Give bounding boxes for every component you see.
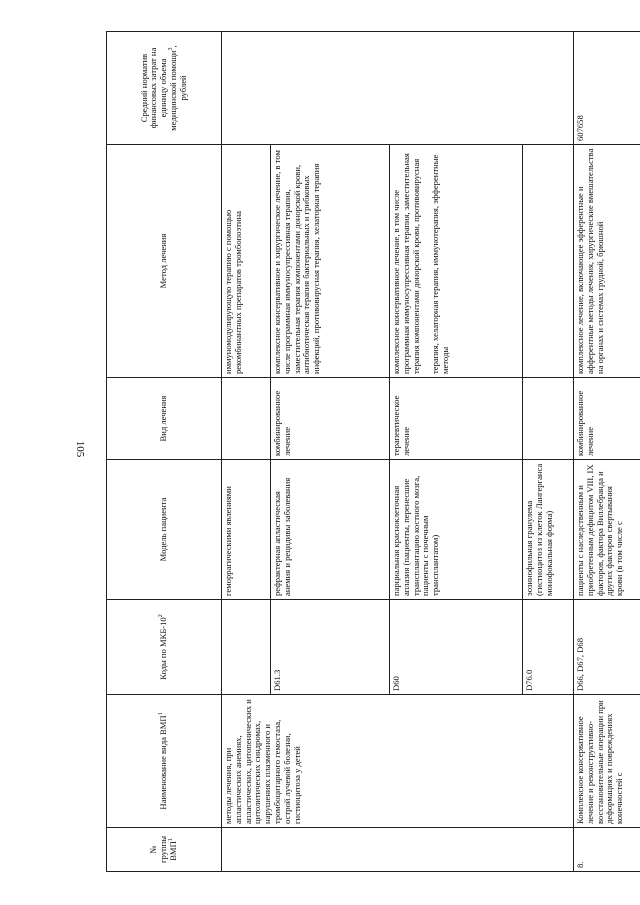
type-cell: комбинированное лечение [271,378,390,460]
header-model: Модель пациента [107,460,222,600]
type-cell: терапевтическое лечение [390,378,523,460]
type-cell [222,378,271,460]
table-row [222,32,271,872]
type-cell: комбинированное лечение [574,378,640,460]
model-cell: пациенты с наследственным и приобретенным дефицитом VIII, IX факторов, фактора Виллебранда и других факторов свертывания крови (в том числе с [574,460,640,600]
page-number: 105 [74,440,86,458]
code-cell: D61.3 [271,600,390,695]
cost-cell [222,32,574,145]
name-cell: Комплексное консервативное лечение и реконструктивно-восстановительные операции при деформациях и повреждениях конечностей с [574,695,640,828]
model-cell: эозинофильная гранулема (гистиоцитоз из клеток Лангерганса монофокальная форма) [523,460,574,600]
code-cell: D60 [390,600,523,695]
vmp-table [106,31,640,872]
type-cell [523,378,574,460]
method-cell: комплексное консервативное и хирургическое лечение, в том числе программная иммуносупрессивная терапия, заместительная терапия компонентами донорской крови, антибиотическая терапия бактериальных и грибковых инфекций, противовирусная терапия, хелаторная терапия [271,145,390,378]
table-header-row [107,32,222,872]
header-codes: Коды по МКБ-$10^2$ [107,600,222,695]
method-cell: комплексное консервативное лечение, в том числе программная иммуносупрессивная терапия, заместительная терапия компонентами донорской крови, противовирусная терапия, хелаторная терапия, иммунотерапия, эфферентные методы [390,145,523,378]
group-cell: 8. [574,828,640,872]
cost-cell: 607658 [574,32,640,145]
model-cell: геморрагическими явлениями [222,460,271,600]
rotated-table-container [106,32,634,872]
code-cell [222,600,271,695]
method-cell: комплексное лечение, включающее эфферентные и афферентные методы лечения, хирургические вмешательства на органах и системах грудной, брюшной [574,145,640,378]
method-cell [523,145,574,378]
header-cost: Средний норматив финансовых затрат на единицу объема медицинской помощи$^3$, рублей [107,32,222,145]
model-cell: парциальная красноклеточная аплазия (пациенты, перенесшие трансплантацию костного мозга, пациенты с почечным трансплантатом) [390,460,523,600]
header-name: Наименование вида ВМП$^1$ [107,695,222,828]
code-cell: D76.0 [523,600,574,695]
code-cell: D66, D67, D68 [574,600,640,695]
header-method: Метод лечения [107,145,222,378]
header-group: № группы ВМП$^1$ [107,828,222,872]
table-row [574,32,640,872]
header-type: Вид лечения [107,378,222,460]
group-cell [222,828,574,872]
name-cell: методы лечения, при апластических анемиях, апластических, цитопенических и цитолитических синдромах, нарушениях плазменного и тромбоцитарного гемостаза, острой лучевой болезни, гистиоцитоза у детей [222,695,574,828]
method-cell: иммуномодулирующую терапию с помощью рекомбинантных препаратов тромбопоэтина [222,145,271,378]
model-cell: рефрактерная апластическая анемия и рецидивы заболевания [271,460,390,600]
